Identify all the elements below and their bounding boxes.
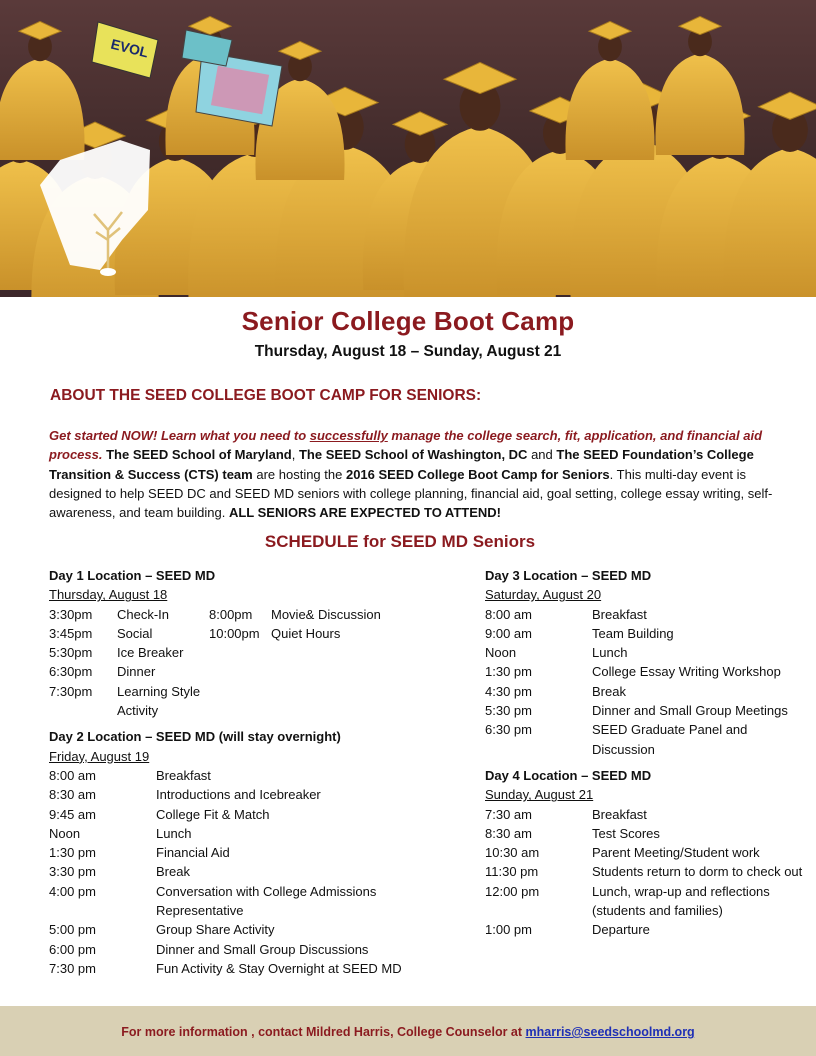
schedule-row [485, 605, 805, 624]
schedule-row [49, 624, 449, 643]
schedule-row [485, 805, 805, 824]
schedule-activity: Social [117, 625, 153, 641]
schedule-time: 8:00pm [209, 606, 253, 622]
schedule-activity: Students return to dorm to check out [592, 864, 803, 880]
schedule-activity: Introductions and Icebreaker [156, 787, 321, 803]
schedule-activity: Break [156, 864, 190, 880]
schedule-time: 8:00 am [485, 606, 532, 622]
schedule-time: 5:00 pm [49, 922, 96, 938]
schedule-activity: Check-In [117, 606, 170, 622]
schedule-row [49, 785, 449, 804]
schedule-time: 4:30 pm [485, 683, 532, 699]
schedule-activity: Test Scores [592, 825, 660, 841]
schedule-time: 8:30 am [49, 787, 96, 803]
schedule-row [49, 862, 449, 881]
schedule-row [49, 882, 449, 921]
day4-date: Sunday, August 21 [485, 787, 594, 803]
schedule-row [485, 720, 805, 759]
day3-heading: Day 3 Location – SEED MD [485, 568, 652, 583]
schedule-time: 8:00 am [49, 767, 96, 783]
event-dates: Thursday, August 18 – Sunday, August 21 [254, 343, 562, 360]
schedule-time: 1:00 pm [485, 922, 532, 938]
schedule-activity: Breakfast [156, 767, 211, 783]
schedule-row [485, 862, 805, 881]
contact-email-link[interactable]: mharris@seedschoolmd.org [525, 1025, 695, 1039]
schedule-time [209, 643, 271, 662]
schedule-activity [271, 643, 449, 662]
schedule-activity: Quiet Hours [271, 625, 341, 641]
schedule-time: 10:30 am [485, 845, 540, 861]
schedule-time: 9:00 am [485, 625, 532, 641]
schedule-row [49, 843, 449, 862]
schedule-activity: Departure [592, 922, 650, 938]
day2-schedule [49, 766, 449, 978]
day2-date: Friday, August 19 [49, 748, 150, 764]
schedule-row [485, 882, 805, 921]
schedule-activity: Lunch [592, 645, 628, 661]
schedule-time: 7:30 am [485, 806, 532, 822]
schedule-time [209, 662, 271, 681]
schedule-row [49, 940, 449, 959]
schedule-row [485, 701, 805, 720]
schedule-activity: Lunch, wrap-up and reflections (students and families) [592, 883, 770, 919]
schedule-activity: Parent Meeting/Student work [592, 845, 760, 861]
schedule-time: 1:30 pm [485, 664, 532, 680]
attendance-notice: ALL SENIORS ARE EXPECTED TO ATTEND! [228, 505, 502, 521]
footer-contact-text: For more information , contact Mildred Harris, College Counselor at [121, 1025, 526, 1039]
schedule-time: 9:45 am [49, 806, 96, 822]
schedule-activity: Dinner and Small Group Discussions [156, 941, 369, 957]
schedule-row [49, 824, 449, 843]
schedule-right-column [485, 566, 805, 940]
org-seed-maryland: The SEED School of Maryland [106, 447, 292, 463]
day3-schedule [485, 605, 805, 759]
schedule-row [485, 843, 805, 862]
schedule-row [49, 766, 449, 785]
schedule-time [209, 682, 271, 721]
schedule-activity: Breakfast [592, 806, 647, 822]
schedule-activity [271, 682, 449, 721]
schedule-time: 3:45pm [49, 625, 93, 641]
schedule-row [49, 643, 449, 662]
day2-heading: Day 2 Location – SEED MD (will stay overnight) [49, 729, 341, 745]
schedule-row [49, 920, 449, 939]
schedule-row [485, 920, 805, 939]
schedule-activity: Break [592, 683, 626, 699]
schedule-activity: SEED Graduate Panel and Discussion [592, 722, 748, 757]
hero-illustration [0, 0, 816, 297]
schedule-row [49, 682, 449, 721]
org-seed-dc: The SEED School of Washington, DC [298, 447, 528, 463]
schedule-activity: Conversation with College Admissions Representative [156, 883, 377, 919]
day3-date: Saturday, August 20 [485, 587, 602, 603]
intro-paragraph: Get started NOW! Learn what you need to successfully manage the college search, fit, application, and financial aid process. The SEED School of Maryland, The SEED School of Washington, DC and The SEED Foundation’s College Transition & Success (CTS) team are hosting the 2016 SEED College Boot Camp for Seniors. This multi-day event is designed to help SEED DC and SEED MD seniors with college planning, financial aid, goal setting, college essay writing, self-awareness, and team building. ALL SENIORS ARE EXPECTED TO ATTEND! [49, 428, 773, 521]
schedule-activity: Lunch [156, 825, 192, 841]
schedule-row [485, 624, 805, 643]
schedule-row [485, 682, 805, 701]
schedule-time: 5:30pm [49, 645, 93, 661]
schedule-activity: Fun Activity & Stay Overnight at SEED MD [156, 960, 402, 976]
schedule-activity: Dinner [117, 664, 156, 680]
schedule-activity: Financial Aid [156, 845, 230, 861]
schedule-activity: Ice Breaker [117, 645, 184, 661]
schedule-time: 5:30 pm [485, 703, 532, 719]
schedule-activity: Team Building [592, 625, 674, 641]
day4-heading: Day 4 Location – SEED MD [485, 767, 652, 783]
footer-bar [0, 1006, 816, 1056]
schedule-time: 7:30 pm [49, 960, 96, 976]
schedule-time: 4:00 pm [49, 883, 96, 899]
hero-photo [0, 0, 816, 297]
schedule-activity: College Essay Writing Workshop [592, 664, 781, 680]
schedule-time: 6:30pm [49, 664, 93, 680]
schedule-time: 10:00pm [209, 625, 260, 641]
intro-lead: Get started NOW! Learn what you need to successfully manage the college search, fit, application, and financial aid process. [49, 428, 763, 463]
day1-date: Thursday, August 18 [49, 587, 168, 603]
about-heading: ABOUT THE SEED COLLEGE BOOT CAMP FOR SENIORS: [50, 387, 482, 404]
schedule-row [49, 605, 449, 624]
day1-schedule [49, 605, 449, 721]
day1-heading: Day 1 Location – SEED MD [49, 568, 216, 583]
schedule-time: 3:30pm [49, 606, 93, 622]
schedule-row [49, 959, 449, 978]
schedule-activity: Breakfast [592, 606, 647, 622]
schedule-row [485, 662, 805, 681]
schedule-time: 3:30 pm [49, 864, 96, 880]
schedule-left-column [49, 566, 449, 978]
schedule-row [485, 643, 805, 662]
schedule-activity: Movie& Discussion [271, 606, 381, 622]
schedule-time: 6:00 pm [49, 941, 96, 957]
schedule-time: 12:00 pm [485, 883, 540, 899]
schedule-activity: Group Share Activity [156, 922, 275, 938]
footer-contact [0, 1025, 816, 1039]
schedule-time: 8:30 am [485, 825, 532, 841]
svg-text:EVOL: EVOL [109, 35, 151, 61]
page-title: Senior College Boot Camp [241, 306, 575, 336]
schedule-activity: Learning Style Activity [117, 683, 201, 719]
schedule-heading: SCHEDULE for SEED MD Seniors [264, 532, 536, 551]
schedule-time: 11:30 pm [485, 864, 539, 880]
schedule-activity [271, 662, 449, 681]
schedule-activity: Dinner and Small Group Meetings [592, 703, 788, 719]
schedule-row [49, 662, 449, 681]
org-seed-foundation: The SEED Foundation’s College Transition & Success (CTS) team [49, 447, 754, 482]
schedule-time: Noon [49, 825, 81, 841]
day4-schedule [485, 805, 805, 940]
schedule-row [485, 824, 805, 843]
schedule-time: 6:30 pm [485, 722, 532, 738]
schedule-activity: College Fit & Match [156, 806, 270, 822]
event-name: 2016 SEED College Boot Camp for Seniors [345, 466, 610, 482]
schedule-time: 1:30 pm [49, 845, 96, 861]
schedule-time: Noon [485, 645, 517, 661]
schedule-time: 7:30pm [49, 683, 93, 699]
schedule-row [49, 805, 449, 824]
